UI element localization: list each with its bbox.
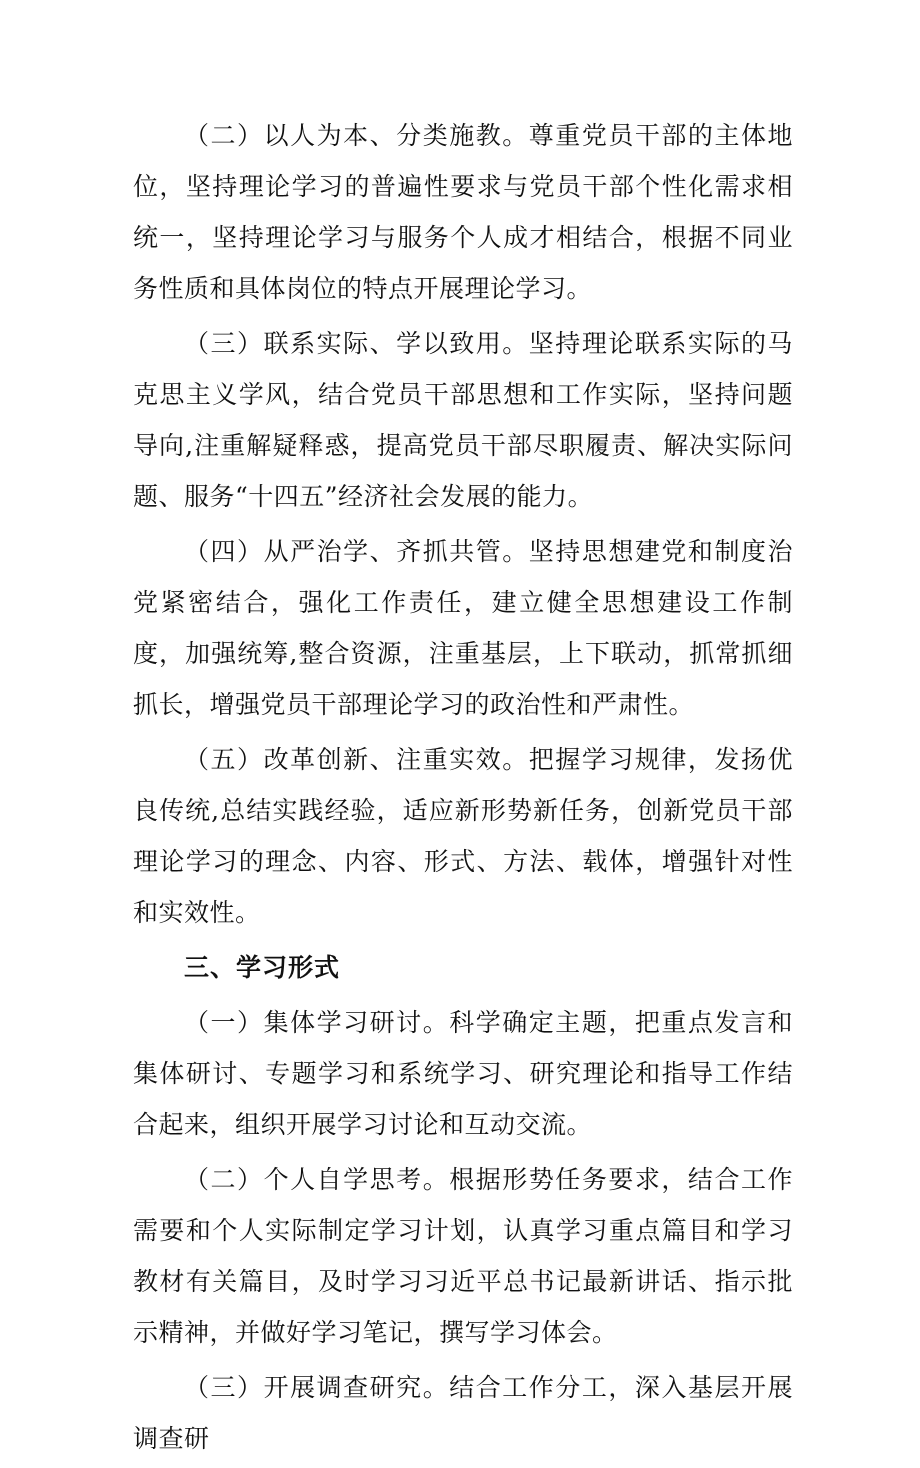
paragraph-form-1: （一）集体学习研讨。科学确定主题，把重点发言和集体研讨、专题学习和系统学习、研究理论和指导工作结合起来，组织开展学习讨论和互动交流。 [133, 1008, 793, 1139]
paragraph-form-3: （三）开展调查研究。结合工作分工，深入基层开展调查研 [133, 1373, 793, 1453]
section-heading-study-forms: 三、学习形式 [184, 953, 341, 982]
document-body [133, 110, 793, 1468]
paragraph-principle-3: （三）联系实际、学以致用。坚持理论联系实际的马克思主义学风，结合党员干部思想和工作实际，坚持问题导向,注重解疑释惑，提高党员干部尽职履责、解决实际问题、服务“十四五”经济社会发展的能力。 [133, 329, 793, 511]
paragraph-principle-4: （四）从严治学、齐抓共管。坚持思想建党和制度治党紧密结合，强化工作责任，建立健全思想建设工作制度，加强统筹,整合资源，注重基层，上下联动，抓常抓细抓长，增强党员干部理论学习的政治性和严肃性。 [133, 537, 793, 719]
paragraph-form-2: （二）个人自学思考。根据形势任务要求，结合工作需要和个人实际制定学习计划，认真学习重点篇目和学习教材有关篇目，及时学习习近平总书记最新讲话、指示批示精神，并做好学习笔记，撰写学习体会。 [133, 1165, 793, 1347]
paragraph-principle-5: （五）改革创新、注重实效。把握学习规律，发扬优良传统,总结实践经验，适应新形势新任务，创新党员干部理论学习的理念、内容、形式、方法、载体，增强针对性和实效性。 [133, 745, 793, 927]
paragraph-principle-2: （二）以人为本、分类施教。尊重党员干部的主体地位，坚持理论学习的普遍性要求与党员干部个性化需求相统一，坚持理论学习与服务个人成才相结合，根据不同业务性质和具体岗位的特点开展理论学习。 [133, 121, 793, 303]
